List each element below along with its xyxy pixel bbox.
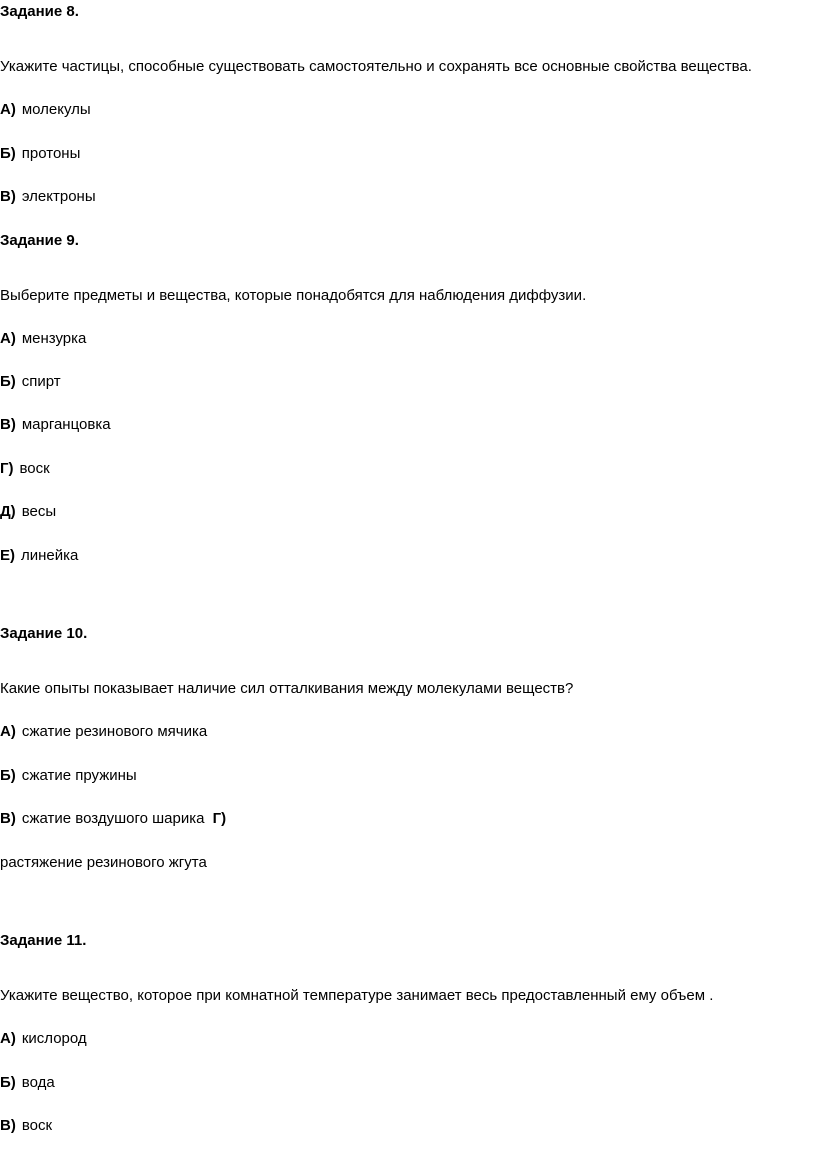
task-8-option-b: [0, 145, 80, 163]
task-8-option-a: [0, 101, 91, 119]
option-letter: В): [0, 810, 16, 827]
option-letter: В): [0, 1117, 16, 1134]
option-text: воск: [21, 1117, 53, 1134]
option-letter: В): [0, 416, 16, 433]
option-letter: Д): [0, 503, 16, 520]
option-letter: Б): [0, 1074, 16, 1091]
task-11-option-a: [0, 1030, 87, 1048]
task-9-option-d: [0, 460, 50, 478]
task-8-heading: Задание 8.: [0, 3, 79, 20]
task-11-heading: Задание 11.: [0, 932, 87, 949]
option-text: кислород: [21, 1030, 87, 1047]
option-letter: А): [0, 101, 16, 118]
task-10-option-c: [0, 810, 226, 828]
task-9-option-c: [0, 416, 111, 434]
task-10-option-a: [0, 723, 207, 741]
option-letter: Б): [0, 767, 16, 784]
task-9-option-a: [0, 330, 86, 348]
task-11-question: Укажите вещество, которое при комнатной температуре занимает весь предоставленный ему объем .: [0, 987, 714, 1004]
task-9-heading: Задание 9.: [0, 232, 79, 249]
task-11-option-b: [0, 1074, 55, 1092]
option-text: спирт: [21, 373, 61, 390]
option-letter: В): [0, 188, 16, 205]
option-letter: Г): [0, 460, 14, 477]
task-11-option-c: [0, 1117, 52, 1135]
option-text: вода: [21, 1074, 55, 1091]
task-10-option-b: [0, 767, 137, 785]
option-text: протоны: [21, 145, 81, 162]
option-text: воск: [19, 460, 50, 477]
task-10-question: Какие опыты показывает наличие сил отталкивания между молекулами веществ?: [0, 680, 574, 697]
option-text: сжатие пружины: [21, 767, 137, 784]
task-9-option-f: [0, 547, 78, 565]
option-letter: А): [0, 723, 16, 740]
option-letter: А): [0, 1030, 16, 1047]
option-letter: Е): [0, 547, 15, 564]
task-8-question: Укажите частицы, способные существовать самостоятельно и сохранять все основные свойства вещества.: [0, 58, 752, 75]
task-10-option-d-continuation: растяжение резинового жгута: [0, 854, 207, 871]
task-9-option-e: [0, 503, 56, 521]
task-8-option-c: [0, 188, 96, 206]
option-letter-trailing: Г): [212, 810, 227, 827]
task-9-question: Выберите предметы и вещества, которые понадобятся для наблюдения диффузии.: [0, 287, 587, 304]
option-letter: Б): [0, 373, 16, 390]
option-text: электроны: [21, 188, 96, 205]
option-text: марганцовка: [21, 416, 111, 433]
task-9-option-b: [0, 373, 61, 391]
option-text: сжатие воздушого шарика: [21, 810, 205, 827]
option-text: сжатие резинового мячика: [21, 723, 208, 740]
option-text: молекулы: [21, 101, 91, 118]
task-10-heading: Задание 10.: [0, 625, 88, 642]
option-text: весы: [21, 503, 57, 520]
option-text: линейка: [21, 547, 79, 564]
option-letter: Б): [0, 145, 16, 162]
option-letter: А): [0, 330, 16, 347]
option-text: мензурка: [21, 330, 87, 347]
